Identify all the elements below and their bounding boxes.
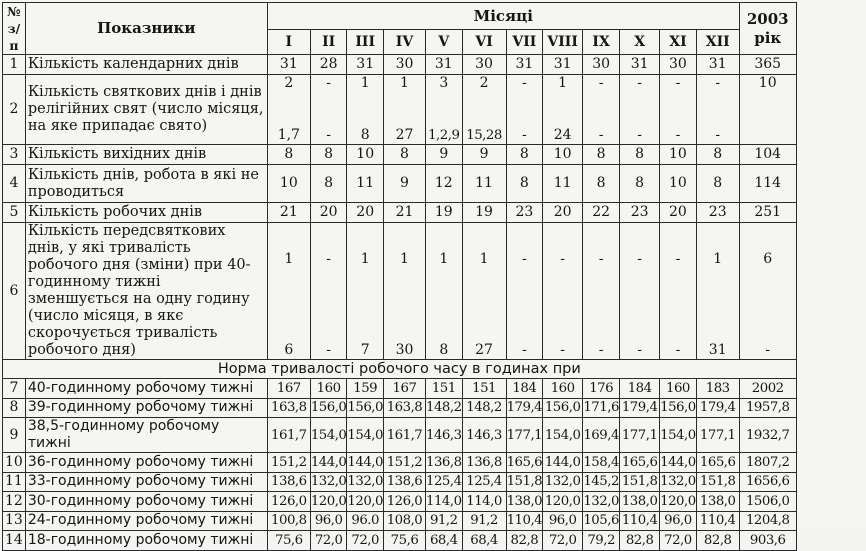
year-total: 1506,0: [739, 492, 796, 512]
month-cell: 20: [310, 203, 347, 223]
row-label: Кількість днів, робота в які не проводиться: [25, 165, 267, 203]
row-label: Кількість робочих днів: [25, 203, 267, 223]
hours-cell: 72,0: [543, 531, 583, 551]
hours-cell: 96,0: [543, 511, 583, 531]
hours-cell: 72,0: [660, 531, 697, 551]
hours-row: [3, 418, 797, 453]
hours-cell: 138,0: [620, 492, 660, 512]
row-label: 18-годинному робочому тижні: [25, 531, 267, 551]
month-header: II: [310, 30, 347, 55]
row-label: Кількість вихідних днів: [25, 145, 267, 165]
hours-cell: 160: [310, 379, 347, 399]
cell-dates: 24: [553, 127, 572, 143]
hours-cell: 72,0: [347, 531, 384, 551]
month-cell: [383, 223, 425, 360]
cell-count: 1: [284, 251, 294, 267]
month-header: VI: [462, 30, 506, 55]
section-row: [3, 360, 797, 379]
hours-cell: 146,3: [462, 418, 506, 453]
hours-cell: 125,4: [462, 472, 506, 492]
row-number: 2: [3, 75, 26, 145]
month-cell: [506, 223, 543, 360]
hours-cell: 169,4: [583, 418, 620, 453]
month-cell: 10: [660, 145, 697, 165]
month-cell: 23: [620, 203, 660, 223]
row-label: 36-годинному робочому тижні: [25, 453, 267, 473]
cell-count: 3: [439, 75, 449, 91]
hours-cell: 151,8: [506, 472, 543, 492]
hours-cell: 154,0: [310, 418, 347, 453]
row-number: 8: [3, 398, 26, 418]
hours-cell: 75,6: [267, 531, 310, 551]
hours-cell: 177,1: [696, 418, 739, 453]
hours-cell: 177,1: [620, 418, 660, 453]
month-header: III: [347, 30, 384, 55]
hours-cell: 120,0: [347, 492, 384, 512]
hours-cell: 151,8: [620, 472, 660, 492]
hours-row: [3, 492, 797, 512]
cell-count: -: [326, 251, 331, 267]
hours-cell: 82,8: [506, 531, 543, 551]
row-number: 6: [3, 223, 26, 360]
hours-cell: 96.0: [347, 511, 384, 531]
month-cell: 31: [267, 55, 310, 75]
cell-dates: 1,2,9: [428, 128, 460, 143]
year-total: 114: [739, 165, 796, 203]
hours-cell: 151,2: [383, 453, 425, 473]
cell-dates: -: [715, 127, 721, 143]
hours-cell: 151: [425, 379, 462, 399]
cell-dates: -: [560, 342, 565, 358]
month-cell: 19: [425, 203, 462, 223]
header-year: 2003 рік: [739, 3, 796, 55]
row-label: 30-годинному робочому тижні: [25, 492, 267, 512]
hours-cell: 91,2: [425, 511, 462, 531]
month-cell: 9: [462, 145, 506, 165]
hours-cell: 160: [543, 379, 583, 399]
month-cell: 9: [425, 145, 462, 165]
hours-cell: 96,0: [660, 511, 697, 531]
working-time-table: [2, 2, 797, 551]
year-total: 1204,8: [739, 511, 796, 531]
table-row: [3, 203, 797, 223]
month-header: V: [425, 30, 462, 55]
hours-cell: 156,0: [543, 398, 583, 418]
hours-cell: 165,6: [620, 453, 660, 473]
month-cell: 8: [310, 145, 347, 165]
month-cell: 11: [462, 165, 506, 203]
hours-cell: 108,0: [383, 511, 425, 531]
cell-count: 1: [360, 75, 370, 91]
month-cell: [347, 75, 384, 145]
month-cell: 19: [462, 203, 506, 223]
cell-dates: -: [675, 342, 681, 358]
cell-count: -: [675, 75, 681, 91]
hours-cell: 183: [696, 379, 739, 399]
month-cell: 9: [383, 165, 425, 203]
month-cell: 31: [347, 55, 384, 75]
cell-dates: -: [598, 127, 604, 143]
hours-cell: 132,0: [583, 492, 620, 512]
year-total: 365: [739, 55, 796, 75]
hours-row: [3, 453, 797, 473]
year-total: 251: [739, 203, 796, 223]
hours-cell: 167: [267, 379, 310, 399]
month-cell: 8: [383, 145, 425, 165]
month-cell: 21: [267, 203, 310, 223]
hours-cell: 138,6: [267, 472, 310, 492]
hours-cell: 171,6: [583, 398, 620, 418]
row-number: 11: [3, 472, 26, 492]
hours-cell: 72,0: [310, 531, 347, 551]
month-cell: [267, 223, 310, 360]
hours-cell: 184: [506, 379, 543, 399]
cell-count: -: [521, 251, 527, 267]
hours-cell: 148,2: [462, 398, 506, 418]
hours-cell: 151: [462, 379, 506, 399]
cell-dates: -: [637, 127, 642, 143]
month-header: VII: [506, 30, 543, 55]
hours-row: [3, 511, 797, 531]
month-cell: [620, 223, 660, 360]
hours-cell: 79,2: [583, 531, 620, 551]
month-header: VIII: [543, 30, 583, 55]
row-number: 12: [3, 492, 26, 512]
hours-cell: 179,4: [620, 398, 660, 418]
cell-count: 2: [284, 75, 294, 91]
hours-row: [3, 398, 797, 418]
month-cell: 8: [620, 165, 660, 203]
month-cell: 10: [347, 145, 384, 165]
hours-cell: 179,4: [506, 398, 543, 418]
table-row: [3, 165, 797, 203]
month-cell: 8: [267, 145, 310, 165]
cell-count: -: [598, 251, 604, 267]
month-header: XI: [660, 30, 697, 55]
month-cell: [620, 75, 660, 145]
cell-dates: 6: [284, 342, 294, 358]
hours-cell: 138,0: [506, 492, 543, 512]
row-number: 1: [3, 55, 26, 75]
hours-row: [3, 472, 797, 492]
month-cell: 10: [543, 145, 583, 165]
hours-cell: 114,0: [425, 492, 462, 512]
row-number: 13: [3, 511, 26, 531]
hours-cell: 177,1: [506, 418, 543, 453]
cell-count: 1: [439, 251, 449, 267]
row-number: 14: [3, 531, 26, 551]
year-total: 104: [739, 145, 796, 165]
month-cell: [310, 223, 347, 360]
cell-dates: -: [598, 342, 604, 358]
cell-count: 1: [713, 251, 723, 267]
cell-dates: -: [326, 127, 331, 143]
month-cell: 30: [383, 55, 425, 75]
table-row: [3, 55, 797, 75]
month-cell: [383, 75, 425, 145]
row-number: 9: [3, 418, 26, 453]
cell-count: -: [675, 251, 681, 267]
year-dates: -: [765, 342, 771, 358]
hours-cell: 184: [620, 379, 660, 399]
table-row: [3, 145, 797, 165]
hours-row: [3, 379, 797, 399]
row-label: Кількість календарних днів: [25, 55, 267, 75]
month-cell: 31: [543, 55, 583, 75]
month-cell: 8: [696, 145, 739, 165]
month-cell: 12: [425, 165, 462, 203]
month-cell: 10: [660, 165, 697, 203]
cell-dates: 8: [360, 127, 370, 143]
hours-cell: 176: [583, 379, 620, 399]
cell-dates: 31: [708, 342, 727, 358]
cell-count: 1: [558, 75, 568, 91]
cell-count: 1: [400, 75, 409, 91]
cell-dates: 30: [395, 342, 414, 358]
row-number: 5: [3, 203, 26, 223]
month-cell: 8: [620, 145, 660, 165]
hours-cell: 154,0: [347, 418, 384, 453]
hours-cell: 125,4: [425, 472, 462, 492]
hours-cell: 163,8: [383, 398, 425, 418]
month-cell: [543, 223, 583, 360]
month-cell: 20: [660, 203, 697, 223]
row-label: 39-годинному робочому тижні: [25, 398, 267, 418]
month-cell: 21: [383, 203, 425, 223]
year-total: 2002: [739, 379, 796, 399]
row-label: 24-годинному робочому тижні: [25, 511, 267, 531]
month-cell: 31: [425, 55, 462, 75]
month-cell: 30: [462, 55, 506, 75]
hours-cell: 144,0: [310, 453, 347, 473]
hours-cell: 120,0: [310, 492, 347, 512]
hours-cell: 151,8: [696, 472, 739, 492]
header-row-1: [3, 3, 797, 30]
month-cell: 31: [696, 55, 739, 75]
month-cell: [583, 223, 620, 360]
month-cell: [462, 223, 506, 360]
hours-cell: 136,8: [462, 453, 506, 473]
year-count: 6: [763, 251, 773, 267]
month-header: XII: [696, 30, 739, 55]
cell-count: 1: [400, 251, 409, 267]
hours-cell: 114,0: [462, 492, 506, 512]
hours-cell: 167: [383, 379, 425, 399]
hours-cell: 105,6: [583, 511, 620, 531]
hours-cell: 132,0: [310, 472, 347, 492]
row-label: Кількість святкових днів і днів релігійних свят (число місяця, на яке припадає свято): [25, 75, 267, 145]
month-cell: 22: [583, 203, 620, 223]
hours-cell: 82,8: [696, 531, 739, 551]
hours-cell: 100,8: [267, 511, 310, 531]
year-total: 1932,7: [739, 418, 796, 453]
hours-cell: 165,6: [696, 453, 739, 473]
hours-cell: 161,7: [267, 418, 310, 453]
hours-cell: 148,2: [425, 398, 462, 418]
month-cell: [696, 75, 739, 145]
header-number: № з/п: [3, 3, 26, 55]
month-cell: 31: [620, 55, 660, 75]
month-cell: 8: [696, 165, 739, 203]
hours-cell: 159: [347, 379, 384, 399]
month-header: I: [267, 30, 310, 55]
year-total: 903,6: [739, 531, 796, 551]
cell-count: 2: [479, 75, 489, 91]
row-label: 33-годинному робочому тижні: [25, 472, 267, 492]
cell-count: 1: [360, 251, 370, 267]
year-total: 1957,8: [739, 398, 796, 418]
cell-count: -: [637, 75, 642, 91]
row-label: 40-годинному робочому тижні: [25, 379, 267, 399]
hours-cell: 132,0: [347, 472, 384, 492]
hours-cell: 179,4: [696, 398, 739, 418]
cell-dates: 1,7: [277, 127, 300, 143]
year-total: [739, 223, 796, 360]
hours-cell: 144,0: [543, 453, 583, 473]
hours-cell: 126,0: [267, 492, 310, 512]
month-cell: 20: [347, 203, 384, 223]
hours-cell: 154,0: [660, 418, 697, 453]
year-total: 1656,6: [739, 472, 796, 492]
cell-dates: -: [326, 342, 331, 358]
row-label: 38,5-годинному робочому тижні: [25, 418, 267, 453]
month-header: X: [620, 30, 660, 55]
cell-count: -: [560, 251, 565, 267]
table-row: [3, 223, 797, 360]
row-number: 7: [3, 379, 26, 399]
month-header: IX: [583, 30, 620, 55]
hours-cell: 138,6: [383, 472, 425, 492]
month-cell: [583, 75, 620, 145]
cell-dates: -: [637, 342, 642, 358]
cell-dates: -: [521, 342, 527, 358]
row-label: Кількість передсвяткових днів, у які тривалість робочого дня (зміни) при 40-годинному тижні зменшується на одну годину (число місяця, в якє скорочується тривалість робочого дня): [25, 223, 267, 360]
month-cell: [660, 223, 697, 360]
row-number: 3: [3, 145, 26, 165]
cell-dates: -: [675, 127, 681, 143]
table-row: [3, 75, 797, 145]
month-cell: [267, 75, 310, 145]
hours-cell: 110,4: [620, 511, 660, 531]
cell-count: -: [715, 75, 721, 91]
hours-cell: 110,4: [696, 511, 739, 531]
hours-cell: 68,4: [425, 531, 462, 551]
section-title: Норма тривалості робочого часу в годинах при: [3, 360, 797, 379]
month-cell: 8: [310, 165, 347, 203]
month-cell: [462, 75, 506, 145]
month-cell: 31: [506, 55, 543, 75]
hours-cell: 138,0: [696, 492, 739, 512]
month-cell: [425, 223, 462, 360]
hours-cell: 165,6: [506, 453, 543, 473]
month-cell: 23: [506, 203, 543, 223]
month-cell: [425, 75, 462, 145]
hours-cell: 68,4: [462, 531, 506, 551]
header-indicators: Показники: [25, 3, 267, 55]
hours-cell: 75,6: [383, 531, 425, 551]
row-number: 10: [3, 453, 26, 473]
month-cell: [506, 75, 543, 145]
year-total: 10: [739, 75, 796, 145]
cell-dates: 8: [439, 342, 449, 358]
month-cell: [660, 75, 697, 145]
header-months-title: Місяці: [267, 3, 739, 30]
hours-cell: 91,2: [462, 511, 506, 531]
hours-cell: 156,0: [310, 398, 347, 418]
cell-count: -: [521, 75, 527, 91]
hours-cell: 163,8: [267, 398, 310, 418]
hours-cell: 146,3: [425, 418, 462, 453]
hours-cell: 96,0: [310, 511, 347, 531]
month-header: IV: [383, 30, 425, 55]
cell-count: 1: [479, 251, 489, 267]
month-cell: 20: [543, 203, 583, 223]
month-cell: 30: [583, 55, 620, 75]
month-cell: [696, 223, 739, 360]
month-cell: 8: [583, 145, 620, 165]
month-cell: [543, 75, 583, 145]
hours-cell: 144,0: [660, 453, 697, 473]
hours-cell: 156,0: [347, 398, 384, 418]
hours-cell: 120,0: [543, 492, 583, 512]
hours-cell: 151,2: [267, 453, 310, 473]
month-cell: 8: [506, 145, 543, 165]
hours-cell: 120,0: [660, 492, 697, 512]
cell-dates: 15,28: [466, 128, 502, 143]
month-cell: 23: [696, 203, 739, 223]
hours-cell: 132,0: [660, 472, 697, 492]
month-cell: 10: [267, 165, 310, 203]
month-cell: 30: [660, 55, 697, 75]
year-total: 1807,2: [739, 453, 796, 473]
month-cell: [310, 75, 347, 145]
hours-cell: 132,0: [543, 472, 583, 492]
cell-count: -: [598, 75, 604, 91]
hours-cell: 158,4: [583, 453, 620, 473]
hours-cell: 110,4: [506, 511, 543, 531]
hours-cell: 154,0: [543, 418, 583, 453]
hours-cell: 82,8: [620, 531, 660, 551]
cell-dates: 7: [360, 342, 370, 358]
hours-cell: 136,8: [425, 453, 462, 473]
month-cell: 8: [583, 165, 620, 203]
hours-cell: 160: [660, 379, 697, 399]
hours-row: [3, 531, 797, 551]
month-cell: 8: [506, 165, 543, 203]
cell-dates: 27: [395, 127, 414, 143]
cell-dates: -: [521, 127, 527, 143]
month-cell: [347, 223, 384, 360]
month-cell: 28: [310, 55, 347, 75]
row-number: 4: [3, 165, 26, 203]
month-cell: 11: [347, 165, 384, 203]
hours-cell: 144,0: [347, 453, 384, 473]
month-cell: 11: [543, 165, 583, 203]
cell-dates: 27: [475, 342, 493, 358]
hours-cell: 145,2: [583, 472, 620, 492]
cell-count: -: [326, 75, 331, 91]
hours-cell: 156,0: [660, 398, 697, 418]
cell-count: -: [637, 251, 642, 267]
hours-cell: 126,0: [383, 492, 425, 512]
hours-cell: 161,7: [383, 418, 425, 453]
